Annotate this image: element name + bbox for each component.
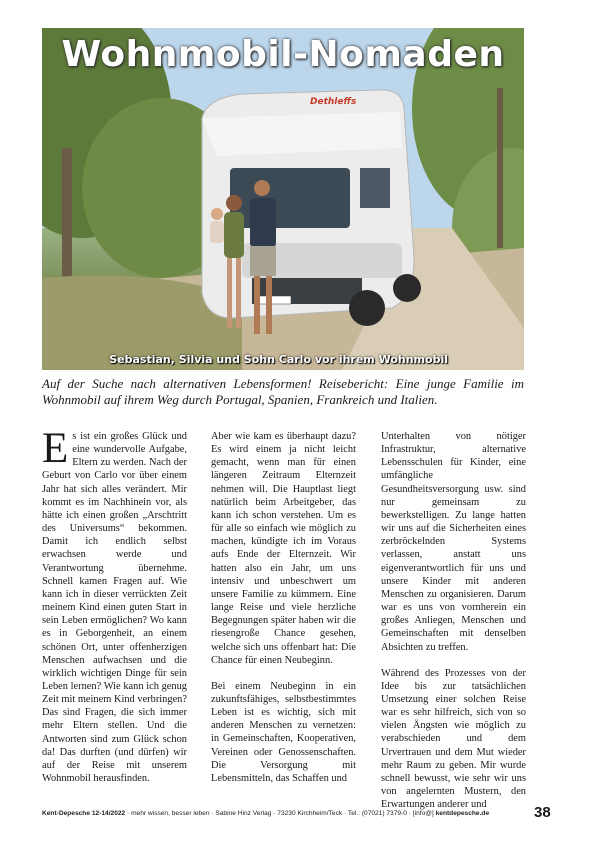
article-paragraph: Aber wie kam es überhaupt dazu? Es wird einem ja nicht leicht gemacht, wenn man für einen längeren Zeitraum Elternzeit nehmen will. Die Hauptlast liegt natürlich beim Arbeitgeber, das kann ich schon verstehen. Um es für alle so einfach wie möglich zu machen, kündigte ich im Voraus aufs Ende der Elternzeit. Wir hatten also ein Jahr, um uns intensiv und unbeschwert um unsere Familie zu kümmern. Eine lange Reise und viele herzliche Begegnungen später haben wir die riesengroße Chance gesehen, welche sich uns offenbart hat: Die Chance für einen Neubeginn. [211, 431, 356, 666]
article-column-1 [42, 425, 187, 785]
article-paragraph: Während des Prozesses von der Idee bis zur tatsächlichen Umsetzung einer solchen Reise war es sehr hilfreich, sich von so vielen Ängsten wie möglich zu verabschieden und dem Urvertrauen und dem Mut wieder mehr Raum zu geben. Mir wurde schnell bewusst, wie sehr wir uns von angelernten Mustern, den Erwartungen anderer und [381, 667, 526, 811]
article-intro: Auf der Suche nach alternativen Lebensformen! Reisebericht: Eine junge Familie im Wohnmobil auf ihrem Weg durch Portugal, Spanien, Frankreich und Italien. [42, 376, 524, 407]
photo-caption: Sebastian, Silvia und Sohn Carlo vor ihrem Wohnmobil [109, 353, 448, 366]
article-paragraph: Unterhalten von nötiger Infrastruktur, alternative Lebensschulen für Kinder, eine umfängliche Gesundheitsversorgung usw. sind nur gemeinsam zu bewerkstelligen. Zu lange hatten wir uns auf die Sicherheiten eines zerbröckelnden Systems verlassen, anstatt uns eigenverantwortlich für uns und unsere Kinder mit anderen Menschen zu organisieren. Darum war es uns von vornherein ein großes Anliegen, Menschen und Gemeinschaften mit denselben Absichten zu treffen. [381, 431, 526, 653]
article-column-3 [381, 430, 526, 811]
article-paragraph: Bei einem Neubeginn in ein zukunftsfähiges, selbstbestimmtes Leben ist es wichtig, sich mit anderen Menschen zu vernetzen: in Gemeinschaften, Kooperativen, Vereinen oder Genossenschaften. Die Versorgung mit Lebensmitteln, das Schaffen und [211, 680, 356, 784]
page-number: 38 [534, 804, 551, 821]
footer-issue: Kent-Depesche 12-14/2022 [42, 810, 126, 817]
paragraph-text: s ist ein großes Glück und eine wundervolle Aufgabe, Eltern zu werden. Nach der Geburt von Carlo vor über einem Jahr hat sich alles verändert. Mir kommt es im Nachhinein vor, als hätte ich einen großen „Arschtritt des Universums“ bekommen. Damit ich endlich selbst erwachsen werde und Verantwortung übernehme. Schnell kamen Fragen auf. Wie kann ich in dieser verrückten Zeit meinem Kind einen guten Start in sein Leben ermöglichen? Wo kann es in Geborgenheit, an einem schönen Ort, unter offenherzigen Menschen aufwachsen und die wirklich wichtigen Dinge für sein Leben lernen? Wie kann ich genug Zeit mit meinem Kind verbringen? Das sind Fragen, die sich immer mehr Eltern stellen. Und die Antworten sind zum Glück schon da! Das durften (und dürfen) wir auf der Reise mit unserem Wohnmobil herausfinden. [42, 431, 187, 785]
photo-title: Wohnmobil-Nomaden [61, 34, 505, 75]
cover-photo [42, 28, 524, 370]
drop-cap: E [42, 425, 69, 472]
footer-text: · mehr wissen, besser leben · Sabine Hinz Verlag · 73230 Kirchheim/Teck · Tel.: (07021) 7379-0 · [info@] [125, 810, 436, 817]
article-column-2 [211, 430, 356, 785]
page-footer [42, 810, 512, 817]
article-paragraph [42, 425, 187, 785]
photo-illustration [42, 28, 524, 370]
footer-website: kentdepesche.de [435, 810, 490, 817]
svg-text:Dethleffs: Dethleffs [310, 97, 357, 107]
